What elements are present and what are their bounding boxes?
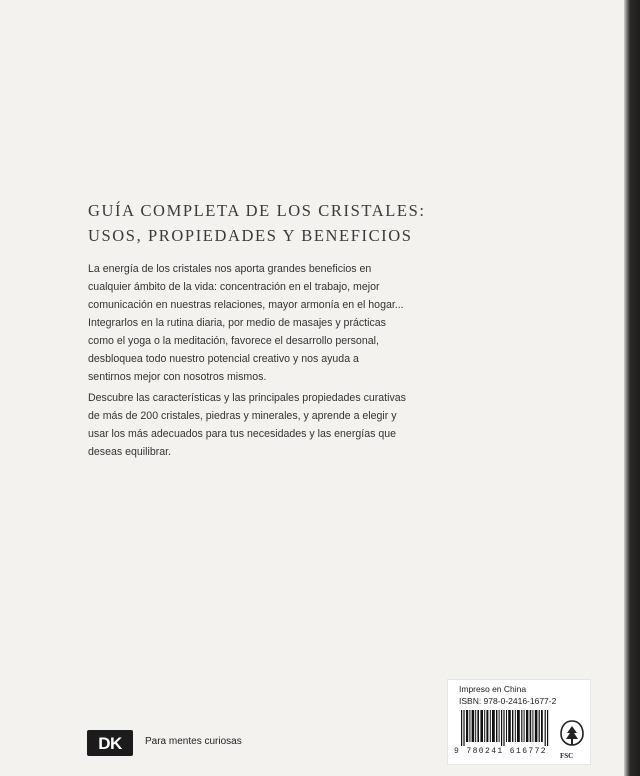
title-line-2: USOS, PROPIEDADES Y BENEFICIOS [88,226,413,245]
paragraph-line: La energía de los cristales nos aporta grandes beneficios en [88,263,372,275]
paragraph-line: cualquier ámbito de la vida: concentración en el trabajo, mejor [88,281,380,293]
paragraph-line: Descubre las características y las principales propiedades curativas [88,392,406,404]
paragraph-line: deseas equilibrar. [88,446,172,458]
publisher-tagline: Para mentes curiosas [145,736,242,747]
paragraph-line: de más de 200 cristales, piedras y minerales, y aprende a elegir y [88,410,397,422]
paragraph-line: comunicación en nuestras relaciones, mayor armonía en el hogar... [88,299,404,311]
imprint-label [448,680,590,764]
paragraph-line: como el yoga o la meditación, favorece el desarrollo personal, [88,335,379,347]
paragraph-line: usar los más adecuados para tus necesidades y las energías que [88,428,396,440]
fsc-label: FSC [560,752,574,760]
printed-in-text: Impreso en China [459,684,527,694]
description-paragraph-1 [88,260,468,386]
paragraph-line: desbloquea todo nuestro potencial creativo y nos ayuda a [88,353,359,365]
back-cover-title [88,198,508,248]
paragraph-line: Integrarlos en la rutina diaria, por medio de masajes y prácticas [88,317,386,329]
barcode-icon [461,710,549,746]
isbn-text: ISBN: 978-0-2416-1677-2 [459,696,557,706]
title-line-1: GUÍA COMPLETA DE LOS CRISTALES: [88,201,426,220]
barcode-number: 9 780241 616772 [454,747,548,756]
book-spine-edge [624,0,640,776]
description-paragraph-2 [88,389,468,461]
dk-logo: DK [87,730,133,756]
paragraph-line: sentirnos mejor con nosotros mismos. [88,371,267,383]
